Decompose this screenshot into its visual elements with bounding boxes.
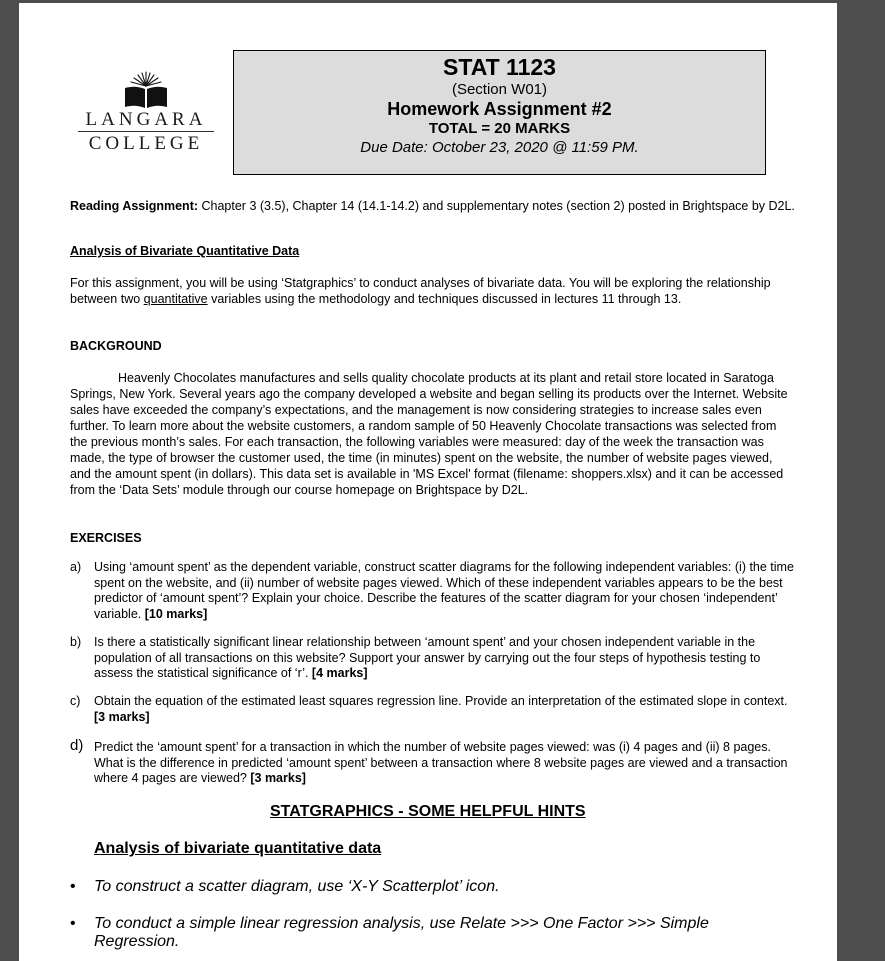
exercise-marks: [3 marks] <box>94 709 150 724</box>
hint-bullet-regression <box>70 915 770 951</box>
reading-label: Reading Assignment: <box>70 199 199 213</box>
exercise-label: a) <box>70 560 82 574</box>
exercise-marks: [4 marks] <box>311 666 368 680</box>
langara-college-logo <box>76 70 216 154</box>
bullet-icon: • <box>70 878 76 895</box>
exercise-text: Using ‘amount spent’ as the dependent variable, construct scatter diagrams for the following independent variables: (i) the time spent on the website, and (ii) number of website pages viewed. Which of these independent variables appears to be the best predictor of ‘amount spent’? Explain your choice. Describe the features of the scatter diagram for your chosen ‘independent’ variable. <box>94 560 794 621</box>
logo-text-college: COLLEGE <box>88 133 204 154</box>
intro-text-end: variables using the methodology and techniques discussed in lectures 11 through 13. <box>207 292 682 306</box>
title-box <box>233 50 766 175</box>
exercise-marks: [10 marks] <box>144 606 208 621</box>
exercise-a <box>70 560 795 622</box>
exercises-heading: EXERCISES <box>70 531 142 545</box>
hint-text: To conduct a simple linear regression analysis, use Relate >>> One Factor >>> Simple Regression. <box>94 915 709 950</box>
course-section: (Section W01) <box>451 81 548 98</box>
logo-text-langara: LANGARA <box>85 109 207 130</box>
exercise-text: Predict the ‘amount spent’ for a transaction in which the number of website pages viewed: was (i) 4 pages and (ii) 8 pages. What is the difference in predicted ‘amount spent’ between a transaction where 8 website pages are viewed and a transaction where 4 pages are viewed? <box>94 740 788 785</box>
due-date: Due Date: October 23, 2020 @ 11:59 PM. <box>360 139 639 156</box>
intro-paragraph <box>70 275 795 307</box>
hint-text: To construct a scatter diagram, use ‘X-Y Scatterplot’ icon. <box>94 878 500 895</box>
exercise-label: c) <box>70 694 81 708</box>
intro-text-start: For this assignment, you will be using ‘Statgraphics’ to conduct analyses of bivariate data. You will be exploring the relationship between two <box>70 276 771 306</box>
logo-divider <box>78 131 214 132</box>
hints-heading: STATGRAPHICS - SOME HELPFUL HINTS <box>270 803 586 820</box>
bullet-icon: • <box>70 915 76 932</box>
background-heading: BACKGROUND <box>70 339 162 353</box>
exercise-label: b) <box>70 635 82 649</box>
reading-text: Chapter 3 (3.5), Chapter 14 (14.1-14.2) and supplementary notes (section 2) posted in Brightspace by D2L. <box>198 199 795 213</box>
hint-bullet-scatterplot <box>70 878 770 896</box>
intro-underlined-word: quantitative <box>143 292 208 306</box>
reading-assignment <box>70 198 795 214</box>
background-paragraph: Heavenly Chocolates manufactures and sells quality chocolate products at its plant and retail store located in Saratoga Springs, New York. Several years ago the company developed a website and began selling its products over the Internet. Website sales have exceeded the company’s expectations, and the management is now considering strategies to increase sales even further. To learn more about the website customers, a random sample of 50 Heavenly Chocolate transactions was selected from the previous month’s sales. For each transaction, the following variables were measured: day of the week the transaction was made, the type of browser the customer used, the time (in minutes) spent on the website, the number of website pages viewed, and the amount spent (in dollars). This data set is available in 'MS Excel' format (filename: shoppers.xlsx) and it can be accessed from the ‘Data Sets’ module through our course homepage on Brightspace by D2L. <box>70 371 788 497</box>
analysis-heading: Analysis of Bivariate Quantitative Data <box>70 244 300 258</box>
exercise-d <box>70 737 795 787</box>
exercise-marks: [3 marks] <box>250 771 306 785</box>
course-code: STAT 1123 <box>443 54 556 80</box>
exercise-text: Is there a statistically significant linear relationship between ‘amount spent’ and your chosen independent variable in the population of all transactions on this website? Support your answer by carrying out the four steps of hypothesis testing to assess the statistical significance of ‘r’. <box>94 635 761 680</box>
exercise-label: d) <box>70 737 84 754</box>
exercise-b <box>70 635 795 682</box>
assignment-title: Homework Assignment #2 <box>387 99 612 119</box>
exercise-c <box>70 694 795 725</box>
open-book-icon <box>121 70 171 110</box>
total-marks: TOTAL = 20 MARKS <box>428 120 571 137</box>
exercise-text: Obtain the equation of the estimated least squares regression line. Provide an interpretation of the estimated slope in context. <box>94 694 788 708</box>
hints-subheading: Analysis of bivariate quantitative data <box>94 840 382 857</box>
